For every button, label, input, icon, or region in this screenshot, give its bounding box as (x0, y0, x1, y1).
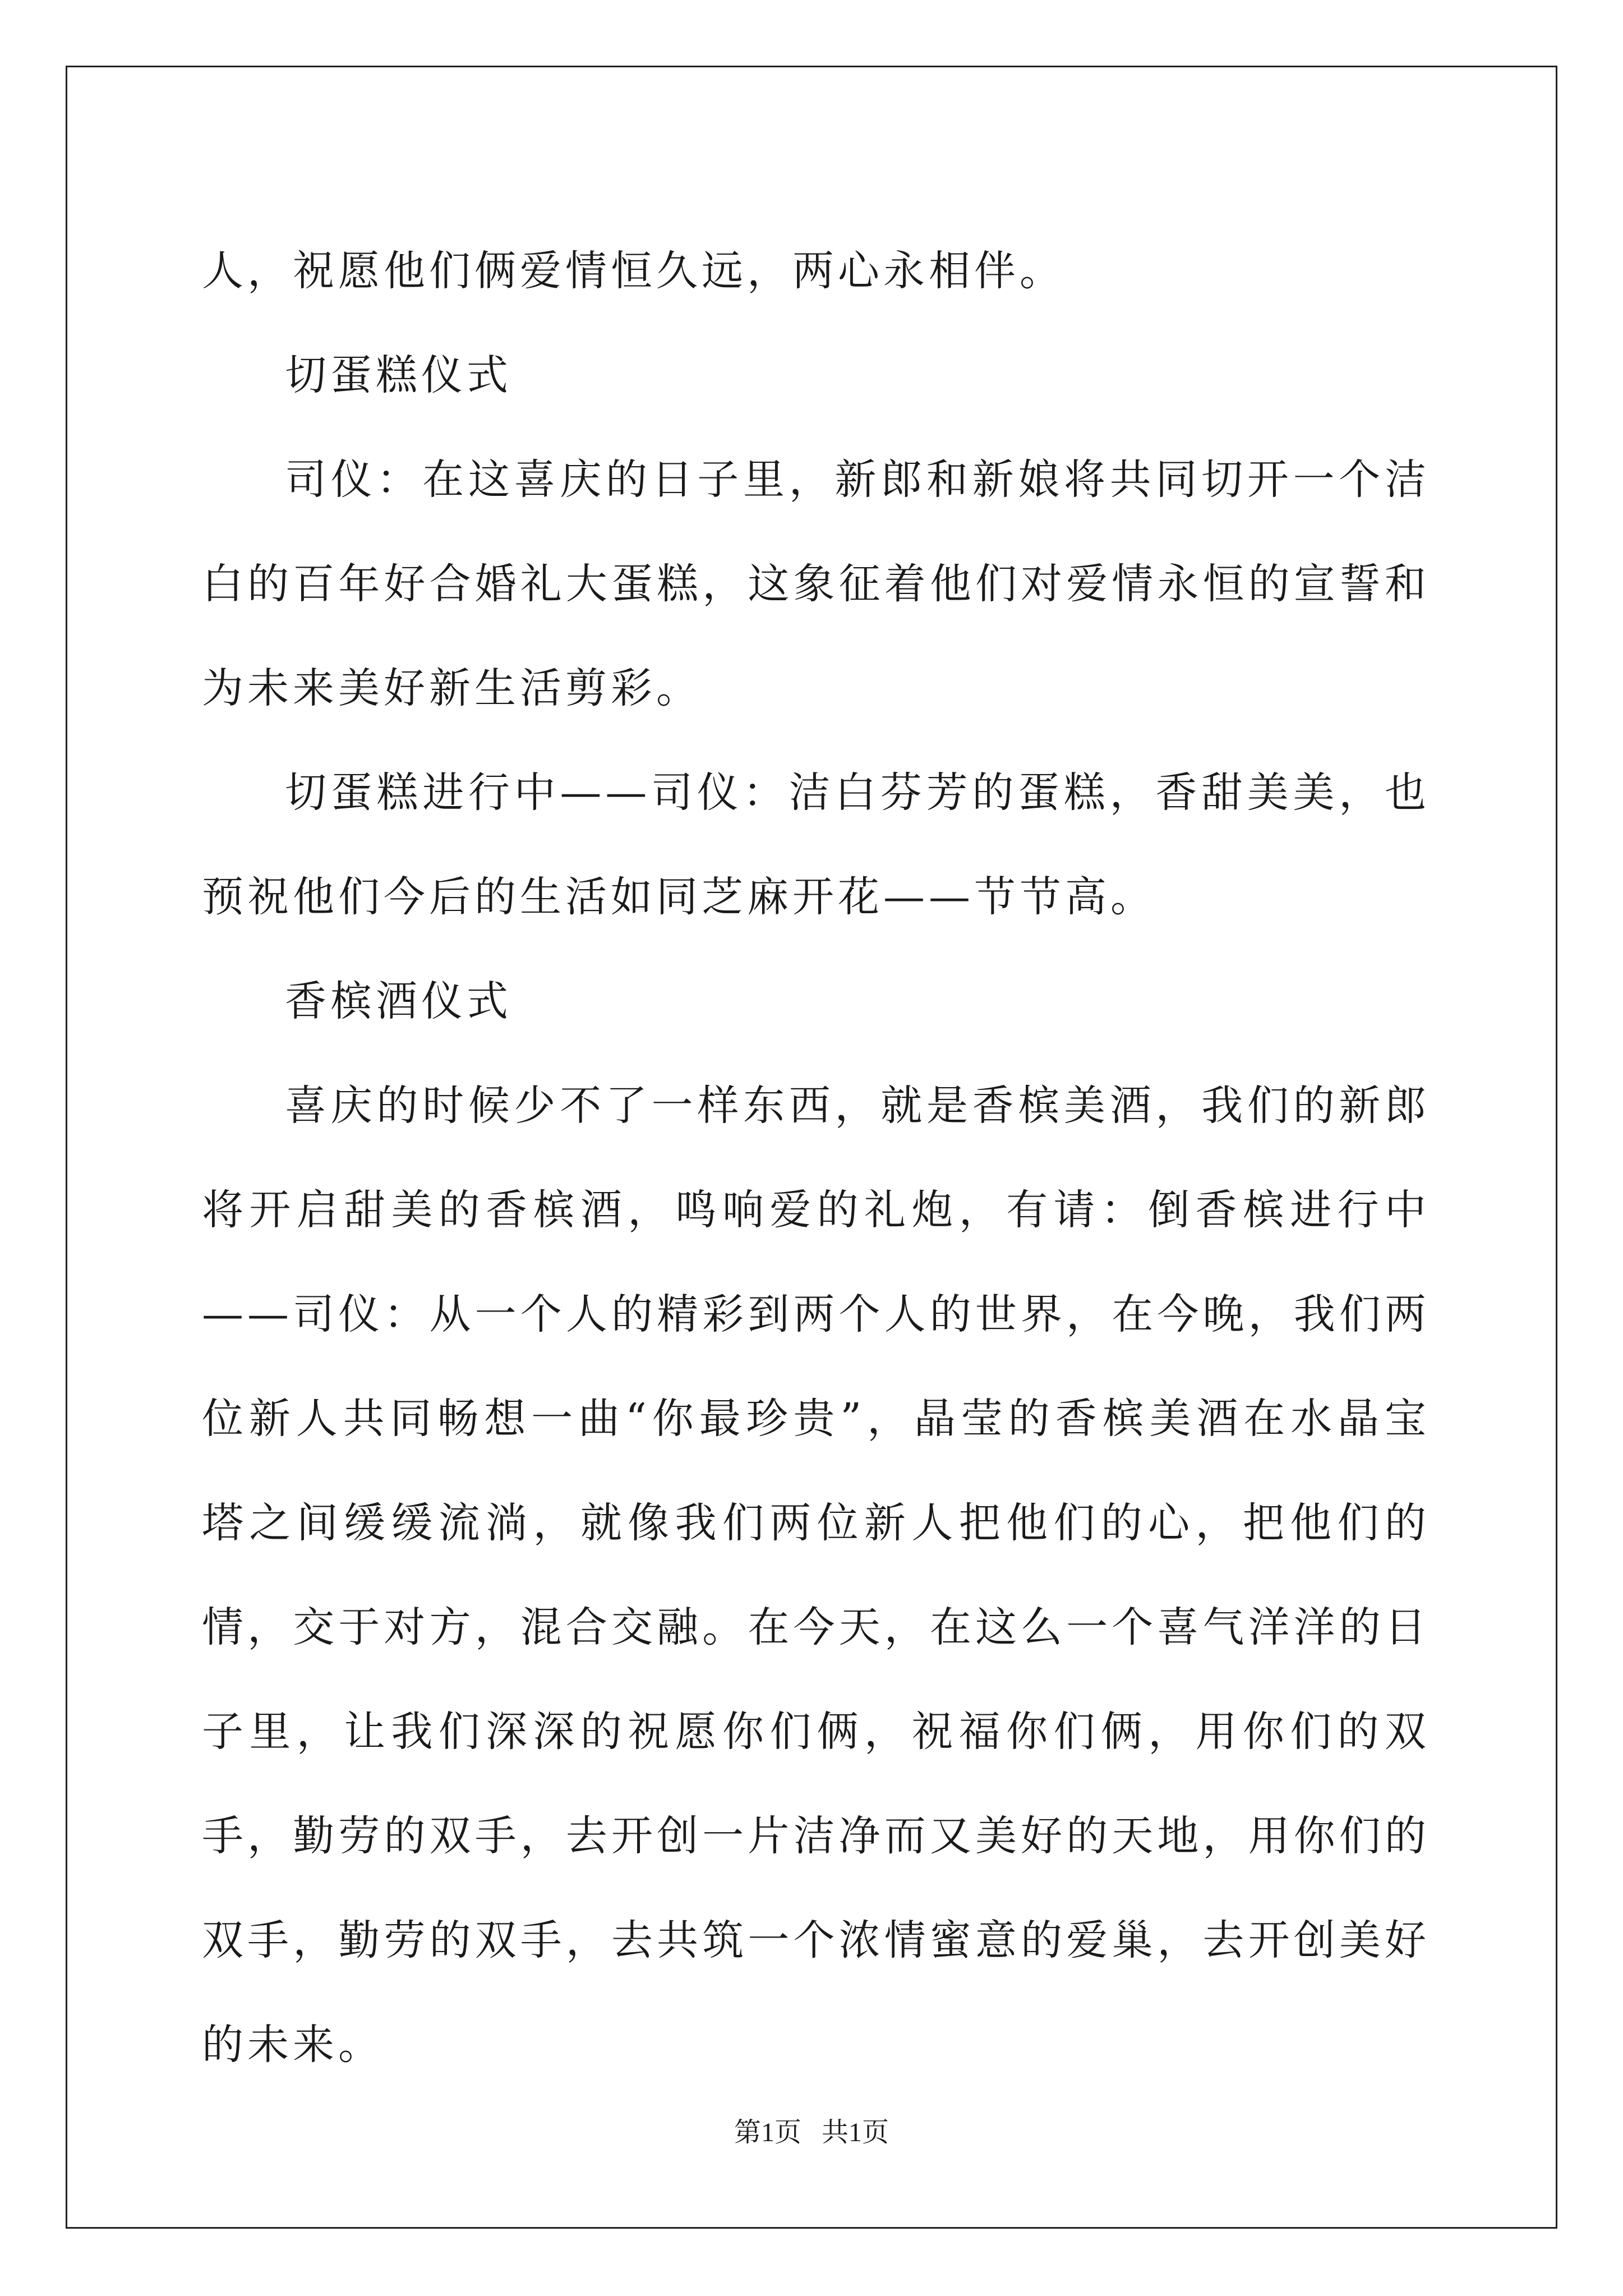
page-total: 共1页 (822, 2118, 889, 2147)
paragraph-cake-cutting: 切蛋糕进行中——司仪：洁白芬芳的蛋糕，香甜美美，也预祝他们今后的生活如同芝麻开花——节节高。 (202, 769, 1430, 921)
document-body (202, 219, 1430, 2097)
page-number: 第1页 (734, 2118, 801, 2147)
heading-cake-ceremony: 切蛋糕仪式 (285, 351, 512, 399)
paragraph-cake-intro: 司仪：在这喜庆的日子里，新郎和新娘将共同切开一个洁白的百年好合婚礼大蛋糕，这象征着他们对爱情永恒的宣誓和为未来美好新生活剪彩。 (202, 455, 1430, 712)
paragraph-continuation: 人，祝愿他们俩爱情恒久远，两心永相伴。 (202, 247, 1065, 295)
page-footer (0, 2110, 1623, 2149)
paragraph-champagne: 喜庆的时候少不了一样东西，就是香槟美酒，我们的新郎将开启甜美的香槟酒，鸣响爱的礼炮，有请：倒香槟进行中——司仪：从一个人的精彩到两个人的世界，在今晚，我们两位新人共同畅想一曲“你最珍贵”，晶莹的香槟美酒在水晶宝塔之间缓缓流淌，就像我们两位新人把他们的心，把他们的情，交于对方，混合交融。在今天，在这么一个喜气洋洋的日子里，让我们深深的祝愿你们俩，祝福你们俩，用你们的双手，勤劳的双手，去开创一片洁净而又美好的天地，用你们的双手，勤劳的双手，去共筑一个浓情蜜意的爱巢，去开创美好的未来。 (202, 1082, 1430, 2069)
heading-champagne-ceremony: 香槟酒仪式 (285, 977, 512, 1025)
